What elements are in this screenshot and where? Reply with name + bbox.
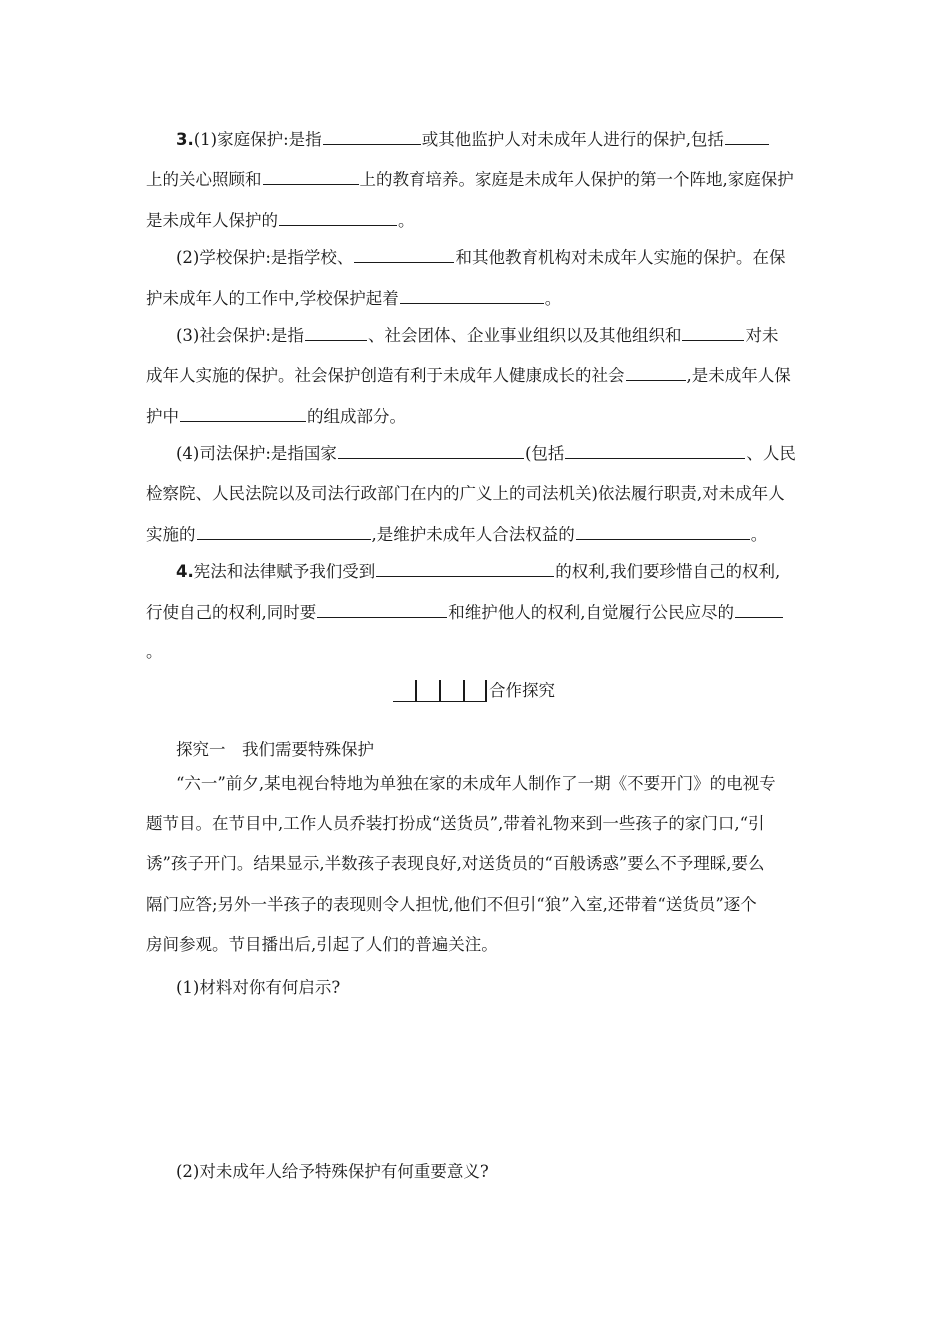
fill-blank[interactable] <box>197 523 371 540</box>
heading-box <box>393 680 415 702</box>
fill-blank[interactable] <box>725 128 769 145</box>
q3-p2-line1: (2)学校保护:是指学校、 和其他教育机构对未成年人实施的保护。在保 <box>176 248 786 267</box>
q3-p4-line3: 实施的 ,是维护未成年人合法权益的 。 <box>146 525 768 544</box>
fill-blank[interactable] <box>305 324 367 341</box>
q4-line3: 。 <box>146 642 163 661</box>
q3-p1-line1: 3.(1)家庭保护:是指 或其他监护人对未成年人进行的保护,包括 <box>176 128 806 151</box>
heading-box <box>415 680 439 702</box>
fill-blank[interactable] <box>323 128 421 145</box>
q3-p4-line2: 检察院、人民法院以及司法行政部门在内的广义上的司法机关)依法履行职责,对未成年人 <box>146 484 785 503</box>
q3-p3-line1: (3)社会保护:是指 、社会团体、企业事业组织以及其他组织和 对未 <box>176 326 779 345</box>
fill-blank[interactable] <box>576 523 750 540</box>
heading-box <box>463 680 487 702</box>
explore-title: 探究一 我们需要特殊保护 <box>176 740 374 759</box>
question-2: (2)对未成年人给予特殊保护有何重要意义? <box>176 1162 489 1181</box>
material-line: 隔门应答;另外一半孩子的表现则令人担忧,他们不但引“狼”入室,还带着“送货员”逐个 <box>146 895 757 914</box>
q3-p1-line2: 上的关心照顾和 上的教育培养。家庭是未成年人保护的第一个阵地,家庭保护 <box>146 170 794 189</box>
fill-blank[interactable] <box>682 324 744 341</box>
material-line: 房间参观。节目播出后,引起了人们的普遍关注。 <box>146 935 498 954</box>
heading-box <box>439 680 463 702</box>
fill-blank[interactable] <box>354 246 454 263</box>
q3-p2-line2: 护未成年人的工作中,学校保护起着 。 <box>146 289 562 308</box>
q3-p1-line3: 是未成年人保护的 。 <box>146 211 415 230</box>
fill-blank[interactable] <box>626 364 686 381</box>
material-line: 题节目。在节目中,工作人员乔装打扮成“送货员”,带着礼物来到一些孩子的家门口,“引 <box>146 814 765 833</box>
q3-p3-line2: 成年人实施的保护。社会保护创造有利于未成年人健康成长的社会 ,是未成年人保 <box>146 366 791 385</box>
section-heading <box>393 676 555 702</box>
q3-p4-line1: (4)司法保护:是指国家 (包括 、人民 <box>176 444 796 463</box>
fill-blank[interactable] <box>279 209 397 226</box>
fill-blank[interactable] <box>400 287 544 304</box>
fill-blank[interactable] <box>263 168 359 185</box>
q3-p3-line3: 护中 的组成部分。 <box>146 407 406 426</box>
fill-blank[interactable] <box>565 442 745 459</box>
fill-blank[interactable] <box>338 442 524 459</box>
question-number: 3. <box>176 130 194 149</box>
q4-line1: 4.宪法和法律赋予我们受到 的权利,我们要珍惜自己的权利, <box>176 562 781 581</box>
fill-blank[interactable] <box>376 560 554 577</box>
fill-blank[interactable] <box>735 601 783 618</box>
question-1: (1)材料对你有何启示? <box>176 978 341 997</box>
material-line: “六一”前夕,某电视台特地为单独在家的未成年人制作了一期《不要开门》的电视专 <box>176 774 776 793</box>
section-title: 合作探究 <box>489 681 555 700</box>
fill-blank[interactable] <box>180 405 306 422</box>
fill-blank[interactable] <box>317 601 447 618</box>
question-number: 4. <box>176 562 194 581</box>
material-line: 诱”孩子开门。结果显示,半数孩子表现良好,对送货员的“百般诱惑”要么不予理睬,要么 <box>146 854 765 873</box>
q4-line2: 行使自己的权利,同时要 和维护他人的权利,自觉履行公民应尽的 <box>146 601 806 624</box>
